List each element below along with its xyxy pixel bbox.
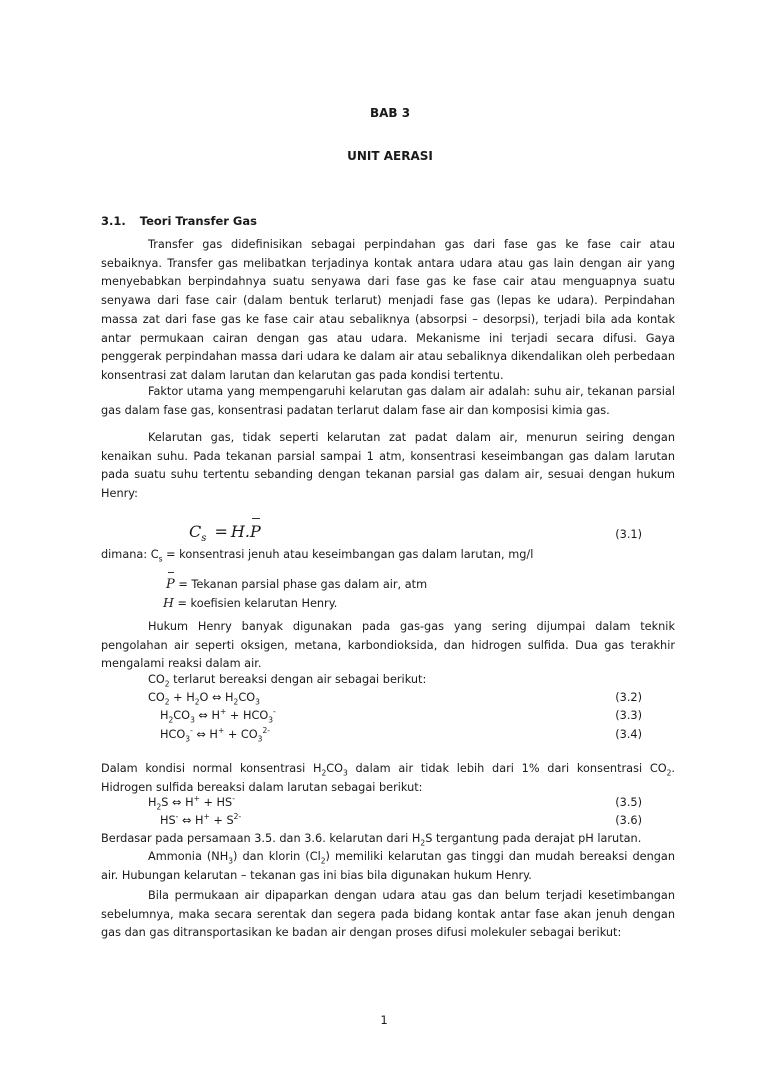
paragraph-berdasar: Berdasar pada persamaan 3.5. dan 3.6. kelarutan dari $H_2S$ tergantung pada derajat pH larutan. [101, 832, 642, 848]
equation-number: (3.6) [615, 814, 642, 827]
page-number: 1 [380, 1013, 388, 1027]
reaction-3-2: $CO_2 + H_2O$ ⇔ $H_2CO_3$ [148, 691, 260, 707]
paragraph-faktor-utama: Faktor utama yang mempengaruhi kelarutan gas dalam air adalah: suhu air, tekanan parsial gas dalam fase gas, konsentrasi padatan terlarut dalam fase air dan komposisi kimia gas. [101, 385, 675, 417]
reaction-3-4: $HCO_3^-$ ⇔ $H^+ + CO_3^{2-}$ [160, 726, 270, 744]
equation-number: (3.2) [615, 691, 642, 704]
equation-number: (3.3) [615, 709, 642, 722]
chapter-label: BAB 3 [369, 106, 411, 120]
paragraph-kondisi-normal: Dalam kondisi normal konsentrasi $H_2CO_3$ dalam air tidak lebih dari 1% dari konsentrasi $CO_2$. Hidrogen sulfida bereaksi dalam larutan sebagai berikut: [101, 762, 675, 794]
where-cs: dimana: $C_s$ = konsentrasi jenuh atau keseimbangan gas dalam larutan, mg/l [101, 548, 534, 564]
section-heading [101, 214, 257, 228]
section-title: Teori Transfer Gas [139, 214, 257, 228]
reaction-3-6: HS- ⇔ $H^+ + S^{2-}$ [160, 812, 242, 827]
paragraph-permukaan-air: Bila permukaan air dipaparkan dengan udara atau gas dan belum terjadi kesetimbangan sebelumnya, maka secara serentak dan segera pada bidang kontak antar fase akan jenuh dengan gas dan gas ditransportasikan ke badan air dengan proses difusi molekuler sebagai berikut: [101, 889, 675, 940]
section-number: 3.1. [101, 214, 126, 228]
co2-intro: $CO_2$ terlarut bereaksi dengan air sebagai berikut: [148, 673, 427, 689]
reaction-3-5: $H_2S$ ⇔ H+ + HS- [148, 794, 235, 812]
reaction-3-3: $H_2CO_3$ ⇔ $H^+ + HCO_3^-$ [160, 707, 276, 725]
paragraph-ammonia: Ammonia $(NH_3)$ dan klorin $(Cl_2)$ memiliki kelarutan gas tinggi dan mudah bereaksi dengan air. Hubungan kelarutan – tekanan gas ini bias bila digunakan hukum Henry. [101, 850, 675, 882]
where-h: H = koefisien kelarutan Henry. [163, 595, 338, 610]
equation-number: (3.1) [615, 528, 642, 541]
equation-henry: $C_s = H.P$ [189, 522, 261, 545]
paragraph-transfer-gas: Transfer gas didefinisikan sebagai perpindahan gas dari fase gas ke fase cair atau sebaiknya. Transfer gas melibatkan terjadinya kontak antara udara atau gas lain dengan air yang menyebabkan berpindahnya suatu senyawa dari fase gas ke fase cair atau menguapnya suatu senyawa dari fase cair (dalam bentuk terlarut) menjadi fase gas (lepas ke udara). Perpindahan massa zat dari fase gas ke fase cair atau sebaliknya (absorpsi – desorpsi), terjadi bila ada kontak antar permukaan cairan dengan gas atau udara. Mekanisme ini terjadi secara difusi. Gaya penggerak perpindahan massa dari udara ke dalam air atau sebaliknya dikendalikan oleh perbedaan konsentrasi zat dalam larutan dan kelarutan gas pada kondisi tertentu. [101, 238, 675, 382]
paragraph-kelarutan-gas: Kelarutan gas, tidak seperti kelarutan zat padat dalam air, menurun seiring dengan kenaikan suhu. Pada tekanan parsial sampai 1 atm, konsentrasi keseimbangan gas dalam larutan pada suatu suhu tertentu sebanding dengan tekanan parsial gas dalam air, sesuai dengan hukum Henry: [101, 431, 675, 501]
paragraph-hukum-henry: Hukum Henry banyak digunakan pada gas-gas yang sering dijumpai dalam teknik pengolahan air seperti oksigen, metana, karbondioksida, dan hidrogen sulfida. Dua gas terakhir mengalami reaksi dalam air. [101, 620, 675, 671]
where-p: P = Tekanan parsial phase gas dalam air, atm [166, 577, 428, 592]
equation-number: (3.5) [615, 796, 642, 809]
chapter-title: UNIT AERASI [347, 149, 433, 163]
equation-number: (3.4) [615, 728, 642, 741]
